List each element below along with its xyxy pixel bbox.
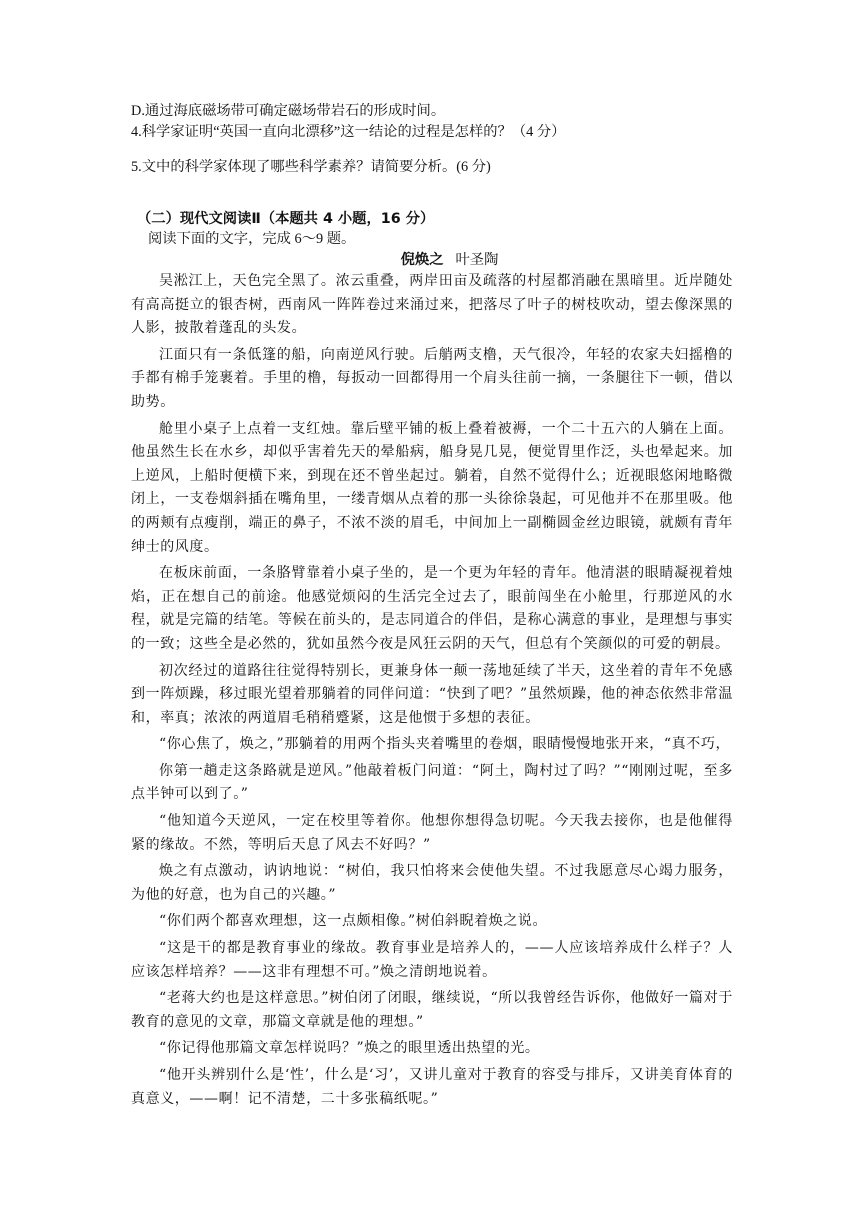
story-paragraph: 舱里小桌子上点着一支红烛。靠后壁平铺的板上叠着被褥，一个二十五六的人躺在上面。他虽然生长在水乡，却似乎害着先天的晕船病，船身晃几晃，便觉胃里作泛，头也晕起来。加上逆风，上船时便横下来，到现在还不曾坐起过。躺着，自然不觉得什么；近视眼悠闲地略微闭上，一支卷烟斜插在嘴角里，一缕青烟从点着的那一头徐徐袅起，可见他并不在那里吸。他的两颊有点瘦削，端正的鼻子，不浓不淡的眉毛，中间加上一副椭圆金丝边眼镜，就颇有青年绅士的风度。 [131, 420, 733, 555]
section-title: （二）现代文阅读Ⅱ（本题共 4 小题，16 分） [137, 210, 435, 227]
question-option-d: D.通过海底磁场带可确定磁场带岩石的形成时间。 [131, 103, 446, 119]
story-paragraph: “老蒋大约也是这样意思。”树伯闭了闭眼，继续说，“所以我曾经告诉你，他做好一篇对于教育的意见的文章，那篇文章就是他的理想。” [131, 990, 733, 1030]
story-paragraph: 你第一趟走这条路就是逆风。”他敲着板门问道：“阿土，陶村过了吗？”“刚刚过呢，至多点半钟可以到了。” [131, 762, 733, 803]
story-paragraph: 焕之有点激动，讷讷地说：“树伯，我只怕将来会使他失望。不过我愿意尽心竭力服务，为他的好意，也为自己的兴趣。” [131, 863, 733, 903]
story-paragraph: “你心焦了，焕之，”那躺着的用两个指头夹着嘴里的卷烟，眼睛慢慢地张开来，“真不巧， [159, 736, 731, 753]
question-4: 4.科学家证明“英国一直向北漂移”这一结论的过程是怎样的？（4 分） [131, 123, 566, 140]
section-instruction: 阅读下面的文字，完成 6～9 题。 [148, 231, 356, 247]
story-paragraph: 初次经过的道路往往觉得特别长，更兼身体一颠一荡地延续了半天，这坐着的青年不免感到一阵烦躁，移过眼光望着那躺着的同伴问道：“快到了吧？”虽然烦躁，他的神态依然非常温和，率真；浓浓的两道眉毛稍稍蹙紧，这是他惯于多想的表征。 [131, 662, 733, 726]
story-paragraph: 吴淞江上，天色完全黑了。浓云重叠，两岸田亩及疏落的村屋都消融在黑暗里。近岸随处有高高挺立的银杏树，西南风一阵阵卷过来涌过来，把落尽了叶子的树枝吹动，望去像深黑的人影，披散着蓬乱的头发。 [131, 273, 733, 337]
document-page [131, 101, 733, 1114]
story-heading [166, 250, 733, 271]
story-author: 叶圣陶 [455, 251, 499, 268]
story-paragraph: “你们两个都喜欢理想，这一点颇相像。”树伯斜睨着焕之说。 [159, 913, 548, 930]
story-title: 倪焕之 [400, 251, 444, 268]
story-paragraph: “你记得他那篇文章怎样说吗？”焕之的眼里透出热望的光。 [159, 1040, 540, 1057]
story-paragraph: “他开头辨别什么是‘性’，什么是‘习’，又讲儿童对于教育的容受与排斥，又讲美育体育的真意义，——啊！记不清楚，二十多张稿纸呢。” [131, 1067, 733, 1107]
story-paragraph: 在板床前面，一条胳臂靠着小桌子坐的，是一个更为年轻的青年。他清湛的眼睛凝视着烛焰，正在想自己的前途。他感觉烦闷的生活完全过去了，眼前闯坐在小舱里，行那逆风的水程，就是完篇的结笔。等候在前头的，是志同道合的伴侣，是称心满意的事业，是理想与事实的一致；这些全是必然的，犹如虽然今夜是风狂云阴的天气，但总有个笑颜似的可爱的朝晨。 [131, 565, 733, 652]
question-5: 5.文中的科学家体现了哪些科学素养？请简要分析。(6 分) [131, 159, 491, 175]
story-paragraph: “他知道今天逆风，一定在校里等着你。他想你想得急切呢。今天我去接你，也是他催得紧的缘故。不然，等明后天息了风去不好吗？” [131, 813, 733, 853]
story-body [131, 270, 733, 1111]
story-paragraph: 江面只有一条低篷的船，向南逆风行驶。后艄两支橹，天气很冷，年轻的农家夫妇摇橹的手都有棉手笼裹着。手里的橹，每扳动一回都得用一个肩头往前一摘，一条腿往下一顿，借以助势。 [131, 346, 733, 410]
story-paragraph: “这是干的都是教育事业的缘故。教育事业是培养人的，——人应该培养成什么样子？人应该怎样培养？——这非有理想不可。”焕之清朗地说着。 [131, 940, 733, 980]
